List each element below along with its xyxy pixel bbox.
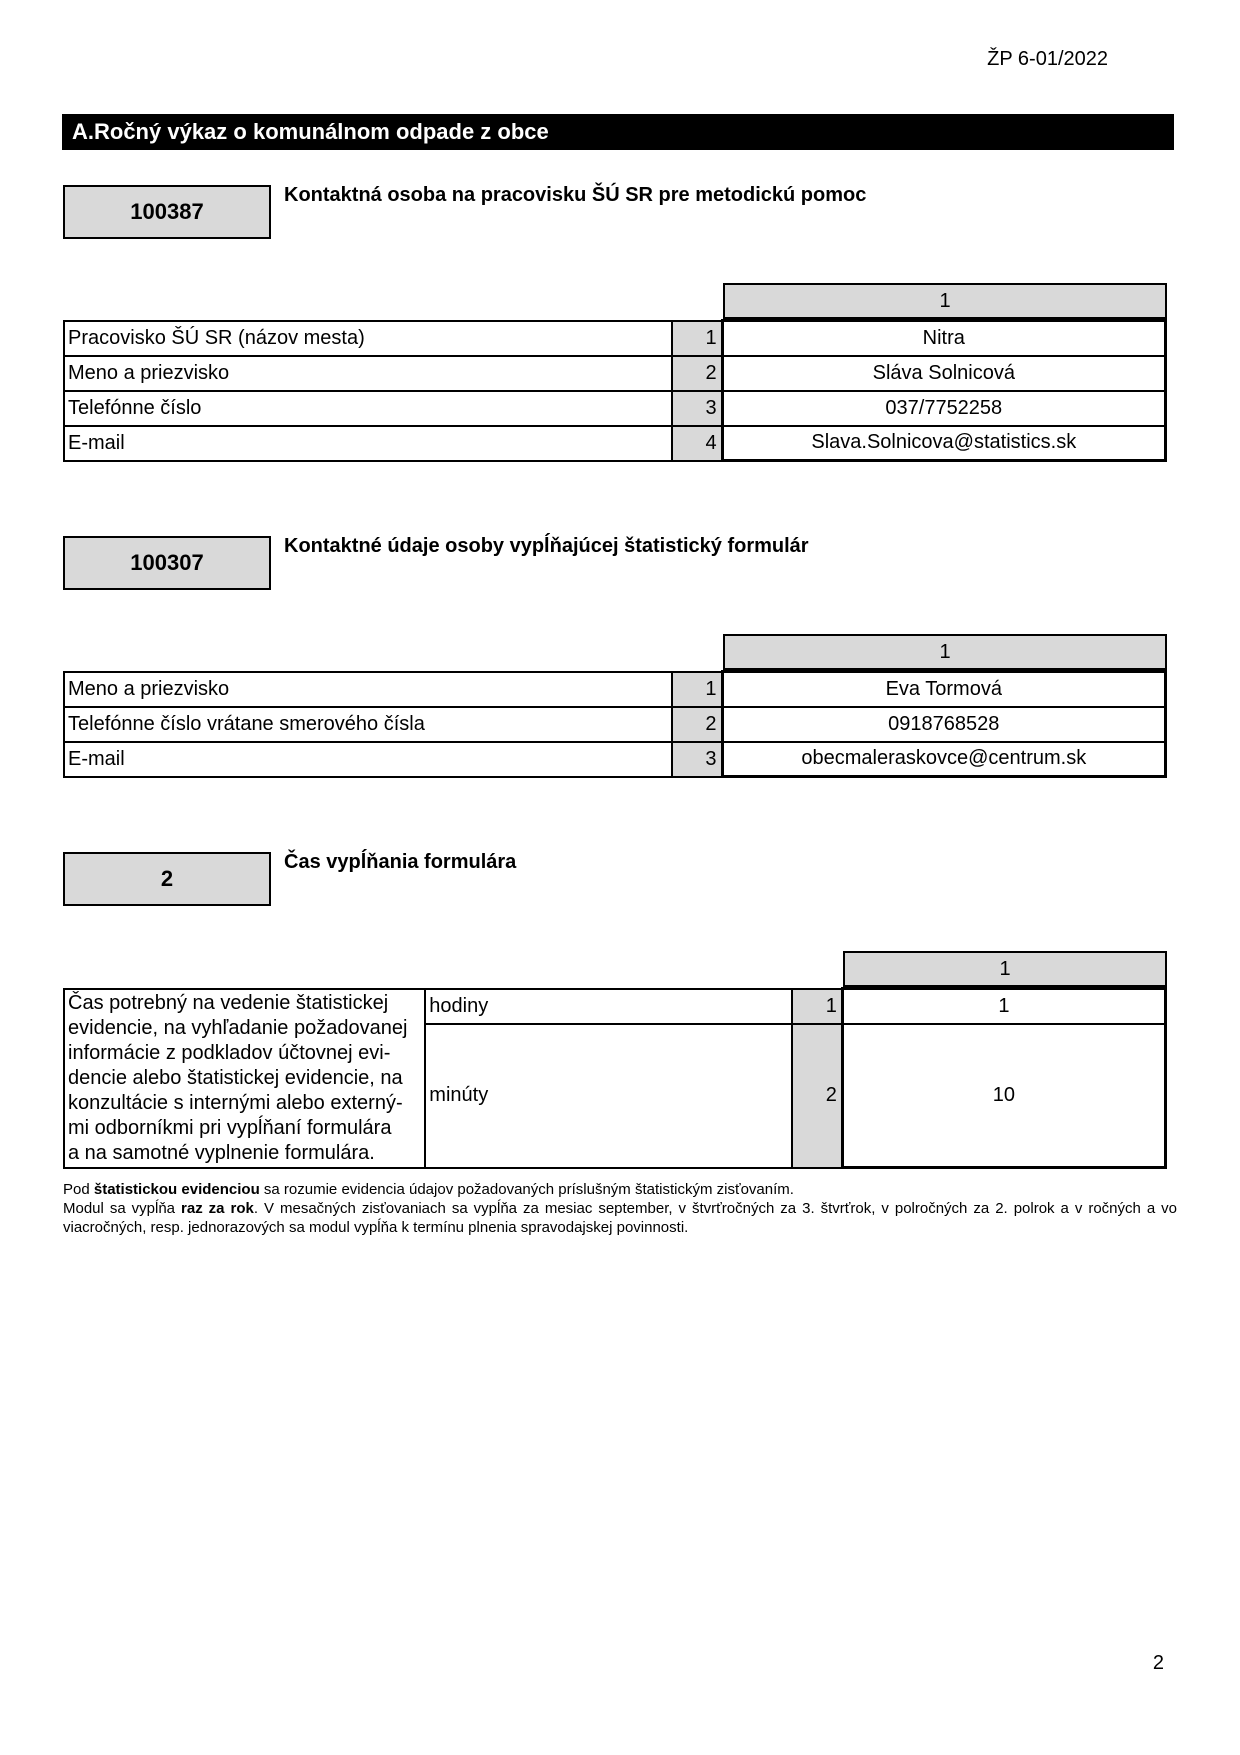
- minutes-label: minúty: [425, 1024, 792, 1167]
- row-number: 2: [672, 707, 722, 742]
- module-code-2: 2: [63, 852, 271, 906]
- email-value[interactable]: obecmaleraskovce@centrum.sk: [722, 742, 1165, 777]
- description-line: mi odborníkmi pri vypĺňaní formulára: [68, 1116, 392, 1139]
- footnote-text: Pod: [63, 1181, 94, 1198]
- column-header: 1: [723, 283, 1167, 319]
- row-number: 3: [672, 391, 722, 426]
- time-description: [64, 989, 425, 1168]
- column-header: 1: [843, 951, 1167, 987]
- module-title-100307: Kontaktné údaje osoby vypĺňajúcej štatistický formulár: [284, 535, 809, 557]
- table-row: [64, 426, 1166, 461]
- description-line: informácie z podkladov účtovnej evi-: [68, 1041, 391, 1064]
- module-title-100387: Kontaktná osoba na pracovisku ŠÚ SR pre metodickú pomoc: [284, 184, 867, 206]
- name-value[interactable]: Eva Tormová: [722, 672, 1165, 707]
- phone-value[interactable]: 0918768528: [722, 707, 1165, 742]
- row-number: 2: [792, 1024, 842, 1167]
- footnote-line-2: [63, 1199, 1177, 1237]
- row-label: Telefónne číslo vrátane smerového čísla: [64, 707, 672, 742]
- footnote-text: sa rozumie evidencia údajov požadovaných príslušným štatistickým zisťovaním.: [259, 1181, 794, 1198]
- column-header: 1: [723, 634, 1167, 670]
- table-row: [64, 707, 1166, 742]
- table-row: [64, 672, 1166, 707]
- footnote-line-1: [63, 1180, 1177, 1199]
- row-label: E-mail: [64, 426, 672, 461]
- row-label: Pracovisko ŠÚ SR (názov mesta): [64, 321, 672, 356]
- minutes-value[interactable]: 10: [842, 1024, 1165, 1167]
- office-value[interactable]: Nitra: [722, 321, 1165, 356]
- email-value[interactable]: Slava.Solnicova@statistics.sk: [722, 426, 1165, 461]
- footnote-text: . V mesačných zisťovaniach sa vypĺňa za mesiac september, v štvrťročných za 3. štvrťrok, v polročných za 2. polrok a v ročných a vo viacročných, resp. jednorazových sa modul vypĺňa k termínu plnenia spravodajskej povinnosti.: [63, 1200, 1178, 1236]
- hours-label: hodiny: [425, 989, 792, 1025]
- row-label: Meno a priezvisko: [64, 356, 672, 391]
- name-value[interactable]: Sláva Solnicová: [722, 356, 1165, 391]
- row-number: 3: [672, 742, 722, 777]
- contact-table-100387: [63, 319, 1167, 462]
- description-line: dencie alebo štatistickej evidencie, na: [68, 1066, 403, 1089]
- contact-table-100307: [63, 670, 1167, 778]
- description-line: evidencie, na vyhľadanie požadovanej: [68, 1016, 408, 1039]
- row-number: 4: [672, 426, 722, 461]
- section-title: A.Ročný výkaz o komunálnom odpade z obce: [62, 114, 1174, 150]
- module-code-100307: 100307: [63, 536, 271, 590]
- row-label: Telefónne číslo: [64, 391, 672, 426]
- table-row: [64, 391, 1166, 426]
- footnote: [63, 1180, 1177, 1237]
- table-row: [64, 742, 1166, 777]
- row-label: Meno a priezvisko: [64, 672, 672, 707]
- footnote-emphasis: raz za rok: [181, 1200, 254, 1217]
- module-code-100387: 100387: [63, 185, 271, 239]
- table-row: [64, 356, 1166, 391]
- row-number: 1: [672, 321, 722, 356]
- module-title-2: Čas vypĺňania formulára: [284, 851, 517, 873]
- table-row: [64, 989, 1166, 1025]
- row-number: 1: [792, 989, 842, 1025]
- footnote-emphasis: štatistickou evidenciou: [93, 1181, 260, 1198]
- hours-value[interactable]: 1: [842, 989, 1165, 1025]
- footnote-text: Modul sa vypĺňa: [63, 1200, 182, 1217]
- form-code: ŽP 6-01/2022: [987, 48, 1108, 70]
- description-line: konzultácie s internými alebo externý-: [68, 1091, 403, 1114]
- phone-value[interactable]: 037/7752258: [722, 391, 1165, 426]
- table-row: [64, 321, 1166, 356]
- description-line: a na samotné vyplnenie formulára.: [68, 1141, 375, 1164]
- time-table: [63, 987, 1167, 1169]
- page-number: 2: [1152, 1652, 1164, 1674]
- description-line: Čas potrebný na vedenie štatistickej: [68, 991, 389, 1014]
- row-number: 2: [672, 356, 722, 391]
- row-label: E-mail: [64, 742, 672, 777]
- row-number: 1: [672, 672, 722, 707]
